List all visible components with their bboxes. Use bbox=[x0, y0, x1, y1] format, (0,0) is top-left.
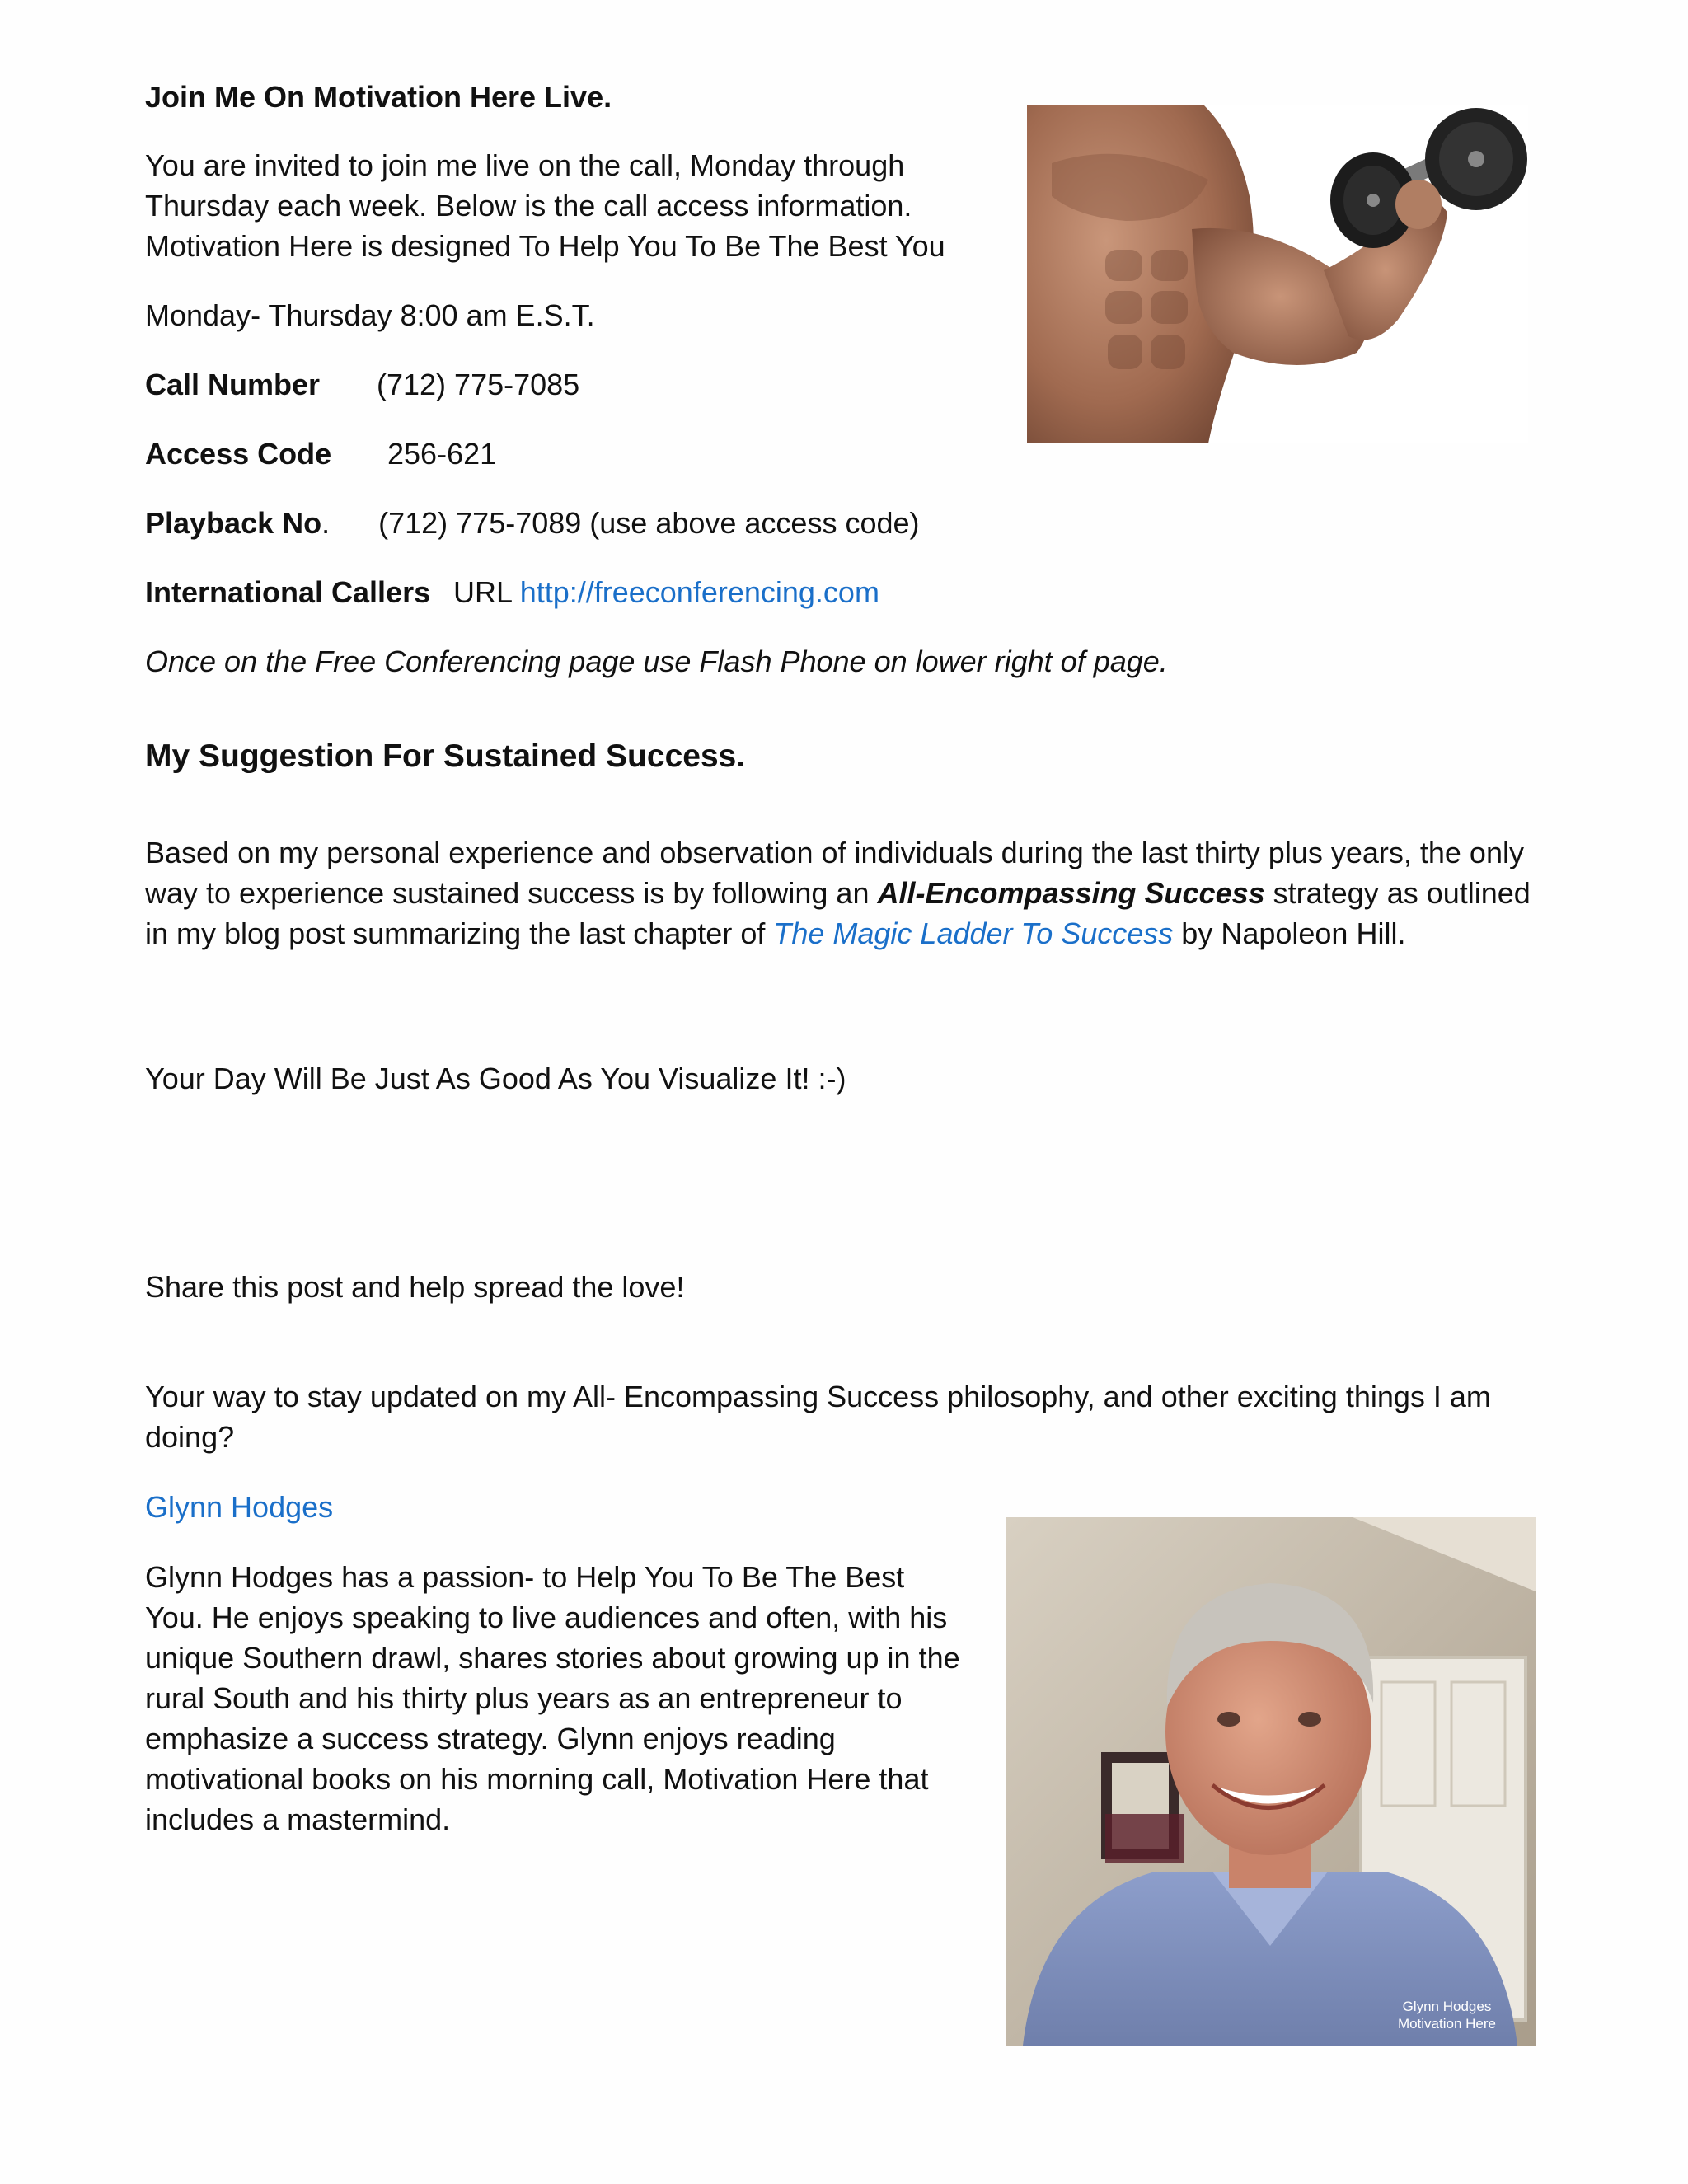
all-encompassing-success-emphasis: All-Encompassing Success bbox=[877, 876, 1265, 910]
call-number-value: (712) 775-7085 bbox=[377, 368, 580, 401]
updates-line: Your way to stay updated on my All- Encompassing Success philosophy, and other exciting things I am bbox=[145, 1380, 1491, 1413]
intro-line: Motivation Here is designed To Help You To Be The Best You bbox=[145, 229, 945, 263]
intro-line: Thursday each week. Below is the call access information. bbox=[145, 189, 912, 223]
success-line bbox=[145, 873, 1531, 913]
freeconferencing-link[interactable]: http://freeconferencing.com bbox=[519, 575, 879, 609]
author-bio-line: includes a mastermind. bbox=[145, 1802, 451, 1836]
author-name-link[interactable]: Glynn Hodges bbox=[145, 1490, 334, 1524]
success-heading: My Suggestion For Sustained Success. bbox=[145, 738, 746, 774]
share-text: Share this post and help spread the love! bbox=[145, 1270, 685, 1304]
playback-value: (712) 775-7089 (use above access code) bbox=[378, 506, 920, 540]
call-number-row bbox=[145, 364, 579, 405]
success-line: Based on my personal experience and observation of individuals during the last thirty plus years, the only bbox=[145, 836, 1524, 869]
intro-line: You are invited to join me live on the call, Monday through bbox=[145, 148, 905, 182]
author-bio-line: motivational books on his morning call, Motivation Here that bbox=[145, 1762, 929, 1796]
playback-row bbox=[145, 503, 920, 543]
access-code-row bbox=[145, 434, 496, 474]
flash-phone-note: Once on the Free Conferencing page use Flash Phone on lower right of page. bbox=[145, 644, 1168, 678]
updates-line: doing? bbox=[145, 1420, 235, 1454]
photo-caption bbox=[1398, 1998, 1496, 2032]
success-line-text: strategy as outlined bbox=[1264, 876, 1531, 910]
access-code-label: Access Code bbox=[145, 437, 332, 471]
author-bio-line: unique Southern drawl, shares stories about growing up in the bbox=[145, 1641, 960, 1675]
playback-label: Playback No bbox=[145, 506, 322, 540]
schedule-text: Monday- Thursday 8:00 am E.S.T. bbox=[145, 298, 595, 332]
success-line-text: in my blog post summarizing the last chapter of bbox=[145, 916, 774, 950]
access-code-value: 256-621 bbox=[387, 437, 497, 471]
author-bio-line: rural South and his thirty plus years as an entrepreneur to bbox=[145, 1681, 903, 1715]
author-photo bbox=[1006, 1517, 1536, 2046]
url-label: URL bbox=[453, 575, 512, 609]
international-label: International Callers bbox=[145, 575, 431, 609]
playback-dot: . bbox=[321, 506, 331, 540]
international-row bbox=[145, 572, 879, 612]
author-bio-line: Glynn Hodges has a passion- to Help You To Be The Best bbox=[145, 1560, 905, 1594]
magic-ladder-link[interactable]: The Magic Ladder To Success bbox=[773, 916, 1174, 950]
visualize-text: Your Day Will Be Just As Good As You Visualize It! :-) bbox=[145, 1062, 846, 1095]
call-number-label: Call Number bbox=[145, 368, 321, 401]
success-line-text: way to experience sustained success is by following an bbox=[145, 876, 878, 910]
author-bio-line: emphasize a success strategy. Glynn enjoys reading bbox=[145, 1722, 836, 1755]
author-bio-line: You. He enjoys speaking to live audiences and often, with his bbox=[145, 1601, 948, 1634]
success-line-text: by Napoleon Hill. bbox=[1173, 916, 1406, 950]
success-line bbox=[145, 913, 1405, 954]
photo-caption-show: Motivation Here bbox=[1397, 2016, 1496, 2032]
dumbbell-photo bbox=[1027, 105, 1528, 443]
live-heading: Join Me On Motivation Here Live. bbox=[145, 80, 612, 114]
photo-caption-name: Glynn Hodges bbox=[1402, 1999, 1492, 2014]
